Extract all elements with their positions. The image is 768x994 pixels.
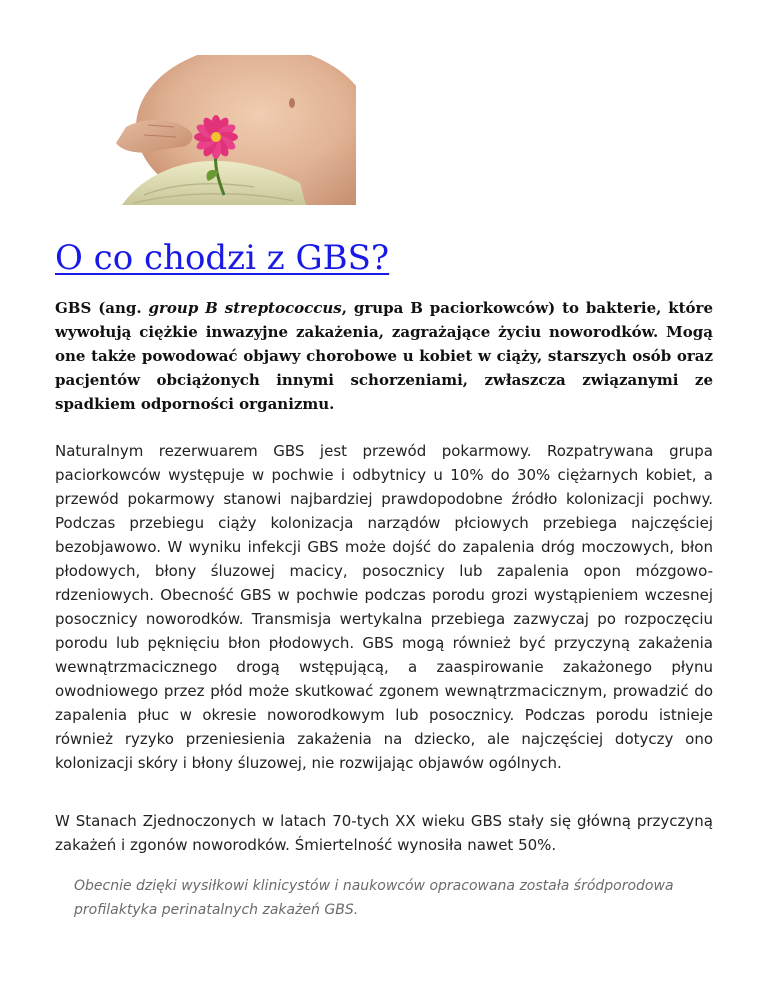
lead-latin-term: group B streptococcus	[148, 299, 342, 317]
pregnant-belly-with-flower-photo	[104, 55, 356, 205]
navel-mark	[289, 98, 295, 108]
photo-illustration	[104, 55, 356, 205]
body-paragraph-reservoir: Naturalnym rezerwuarem GBS jest przewód pokarmowy. Rozpatrywana grupa paciorkowców występuje w pochwie i odbytnicy u 10% do 30% ciężarnych kobiet, a przewód pokarmowy stanowi najbardziej prawdopodobne źródło kolonizacji pochwy. Podczas przebiegu ciąży kolonizacja narządów płciowych przebiega najczęściej bezobjawowo. W wyniku infekcji GBS może dojść do zapalenia dróg moczowych, błon płodowych, błony śluzowej macicy, posocznicy lub zapalenia opon mózgowo-rdzeniowych. Obecność GBS w pochwie podczas porodu grozi wystąpieniem wczesnej posocznicy noworodków. Transmisja wertykalna przebiega zazwyczaj po rozpoczęciu porodu lub pęknięciu błon płodowych. GBS mogą również być przyczyną zakażenia wewnątrzmacicznego drogą wstępującą, a zaaspirowanie zakażonego płynu owodniowego przez płód może skutkować zgonem wewnątrzmacicznym, prowadzić do zapalenia płuc w okresie noworodkowym lub posocznicy. Podczas porodu istnieje również ryzyko przeniesienia zakażenia na dziecko, ale najczęściej dotyczy ono kolonizacji skóry i błony śluzowej, nie rozwijając objawów ogólnych.	[55, 442, 713, 772]
page-title[interactable]: O co chodzi z GBS?	[55, 238, 390, 278]
pull-quote: Obecnie dzięki wysiłkowi klinicystów i naukowców opracowana została śródporodowa profilaktyka perinatalnych zakażeń GBS.	[74, 878, 674, 918]
body-paragraph-usa-history: W Stanach Zjednoczonych w latach 70-tych XX wieku GBS stały się główną przyczyną zakażeń i zgonów noworodków. Śmiertelność wynosiła nawet 50%.	[55, 812, 713, 854]
lead-text-start: GBS (ang.	[55, 299, 149, 317]
lead-text-rest: , grupa B paciorkowców) to bakterie, które wywołują ciężkie inwazyjne zakażenia, zagrażające życiu noworodków. Mogą one także powodować objawy chorobowe u kobiet w ciąży, starszych osób oraz pacjentów obciążonych innymi schorzeniami, zwłaszcza związanymi ze spadkiem odporności organizmu.	[55, 299, 713, 413]
lead-paragraph	[55, 296, 713, 416]
